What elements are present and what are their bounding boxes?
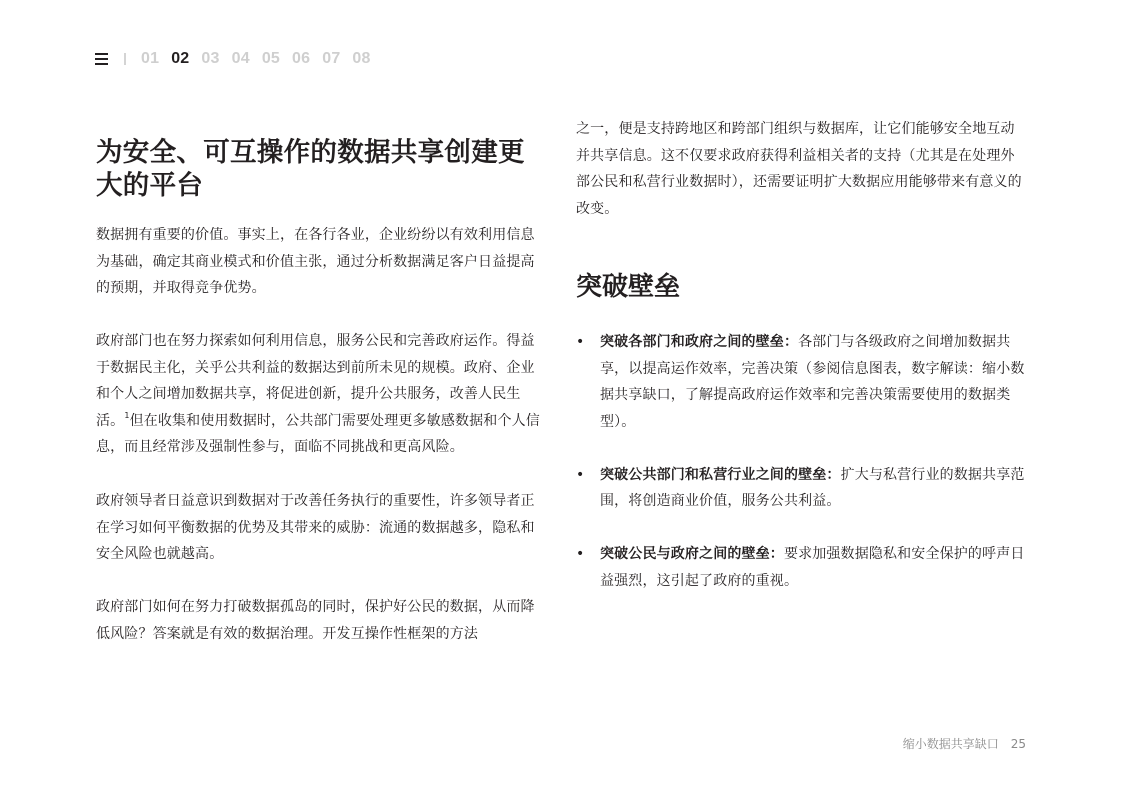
paragraph-government-text-a: 政府部门也在努力探索如何利用信息，服务公民和完善政府运作。得益于数据民主化，关乎公共利益的数据达到前所未见的规模。政府、企业和个人之间增加数据共享，将促进创新，提升公共服务，改善人民生活。 bbox=[96, 333, 535, 429]
list-item-heading: 突破公民与政府之间的壁垒： bbox=[600, 546, 784, 562]
list-item-heading: 突破公共部门和私营行业之间的壁垒： bbox=[600, 466, 841, 483]
paragraph-government-text-b: 但在收集和使用数据时，公共部门需要处理更多敏感数据和个人信息，而且经常涉及强制性参与，面临不同挑战和更高风险。 bbox=[96, 412, 540, 455]
paragraph-leaders: 政府领导者日益意识到数据对于改善任务执行的重要性，许多领导者正在学习如何平衡数据的优势及其带来的威胁：流通的数据越多，隐私和安全风险也就越高。 bbox=[96, 493, 535, 562]
list-item-text: 各部门与各级政府之间增加数据共享，以提高运作效率，完善决策（参阅信息图表，数字解读：缩小数据共享缺口，了解提高政府运作效率和完善决策需要使用的数据类型）。 bbox=[600, 334, 1025, 430]
nav-item-08[interactable]: 08 bbox=[352, 50, 371, 67]
bullet-marker: • bbox=[576, 546, 585, 562]
nav-item-04[interactable]: 04 bbox=[231, 50, 250, 67]
barrier-list bbox=[576, 329, 1028, 621]
nav-item-06[interactable]: 06 bbox=[292, 50, 311, 67]
paragraph-continued: 之一，便是支持跨地区和跨部门组织与数据库，让它们能够安全地互动并共享信息。这不仅要求政府获得利益相关者的支持（尤其是在处理外部公民和私营行业数据时），还需要证明扩大数据应用能够带来有意义的改变。 bbox=[576, 121, 1022, 217]
chapter-nav bbox=[95, 48, 383, 70]
nav-item-07[interactable]: 07 bbox=[322, 50, 341, 67]
nav-item-02[interactable]: 02 bbox=[171, 50, 190, 67]
nav-divider bbox=[124, 53, 126, 65]
paragraph-government bbox=[96, 328, 548, 461]
list-item bbox=[576, 329, 1028, 435]
section-title: 突破壁垒 bbox=[576, 272, 681, 302]
bullet-marker: • bbox=[576, 466, 585, 483]
nav-item-03[interactable]: 03 bbox=[201, 50, 220, 67]
paragraph-governance: 政府部门如何在努力打破数据孤岛的同时，保护好公民的数据，从而降低风险？答案就是有效的数据治理。开发互操作性框架的方法 bbox=[96, 599, 535, 642]
footer-title: 缩小数据共享缺口 bbox=[902, 737, 999, 751]
list-item bbox=[576, 462, 1028, 515]
paragraph-intro: 数据拥有重要的价值。事实上，在各行各业，企业纷纷以有效利用信息为基础，确定其商业模式和价值主张，通过分析数据满足客户日益提高的预期，并取得竞争优势。 bbox=[96, 227, 535, 296]
nav-item-01[interactable]: 01 bbox=[141, 50, 160, 67]
page-footer bbox=[903, 735, 1026, 752]
page-title: 为安全、可互操作的数据共享创建更大的平台 bbox=[96, 137, 525, 201]
menu-icon[interactable] bbox=[95, 53, 108, 65]
list-item-text: 扩大与私营行业的数据共享范围，将创造商业价值，服务公共利益。 bbox=[600, 466, 1025, 509]
page-number: 25 bbox=[1010, 736, 1026, 751]
list-item bbox=[576, 541, 1028, 594]
footnote-marker[interactable]: 1 bbox=[124, 410, 130, 420]
bullet-marker: • bbox=[576, 334, 585, 350]
list-item-text: 要求加强数据隐私和安全保护的呼声日益强烈，这引起了政府的重视。 bbox=[600, 546, 1025, 589]
list-item-heading: 突破各部门和政府之间的壁垒： bbox=[600, 334, 799, 350]
nav-item-05[interactable]: 05 bbox=[261, 50, 281, 67]
